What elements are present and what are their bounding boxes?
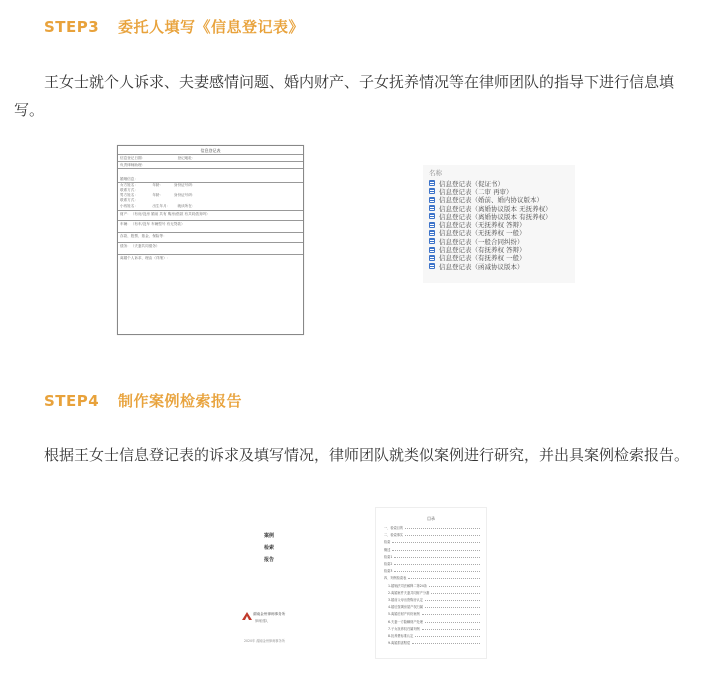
step3-number: STEP3 bbox=[44, 18, 100, 36]
file-item: 信息登记表（一般合同纠纷） bbox=[423, 237, 575, 245]
toc-line: 2.离婚案件夫妻共同财产分割 bbox=[376, 589, 486, 596]
document-icon bbox=[429, 222, 435, 228]
toc-header: 目录 bbox=[427, 516, 435, 521]
step4-title: 制作案例检索报告 bbox=[118, 392, 243, 410]
document-icon bbox=[429, 180, 435, 186]
file-item: 信息登记表（有抚养权 答辩） bbox=[423, 245, 575, 253]
toc-line: 四、判例检索表 bbox=[376, 574, 486, 581]
step3-title: 委托人填写《信息登记表》 bbox=[118, 18, 305, 36]
form-row: 联系方式： bbox=[120, 188, 138, 192]
registration-form-image bbox=[117, 145, 304, 335]
document-icon bbox=[429, 255, 435, 261]
step3-paragraph: 王女士就个人诉求、夫妻感情问题、婚内财产、子女抚养情况等在律师团队的指导下进行信息填写。 bbox=[14, 73, 675, 119]
file-item: 信息登记表（无抚养权 答辩） bbox=[423, 220, 575, 228]
file-item: 信息登记表（促证书） bbox=[423, 179, 575, 187]
toc-line: 概述 bbox=[376, 546, 486, 553]
toc-line: 检索 bbox=[376, 538, 486, 545]
form-row: 女方姓名： 年龄： 身份证号码： bbox=[120, 183, 196, 187]
toc-line: 一、检索目的 bbox=[376, 524, 486, 531]
report-toc-image bbox=[375, 507, 487, 659]
cover-firm: 湖南金州律师事务所 bbox=[253, 612, 286, 616]
form-row: 小孩姓名： 出生年月： 就读所在： bbox=[120, 204, 196, 208]
file-item: 信息登记表（离婚协议版本 无抚养权） bbox=[423, 204, 575, 212]
form-row: 债务：（夫妻共同债务） bbox=[120, 244, 160, 248]
form-row: 联系方式： bbox=[120, 198, 138, 202]
form-row: 财产：（有房/没房 婚前 共有 购房/借款 有共同债务吗） bbox=[120, 212, 210, 216]
document-icon bbox=[429, 263, 435, 269]
file-item: 信息登记表（无抚养权 一般） bbox=[423, 229, 575, 237]
step4-heading bbox=[44, 390, 242, 411]
toc-line: 4.婚后按揭房屋产权归属 bbox=[376, 603, 486, 610]
toc-line: 8.抚养费标准认定 bbox=[376, 632, 486, 639]
toc-lines bbox=[376, 524, 486, 646]
form-row: 存款、股票、基金、保险等： bbox=[120, 234, 167, 238]
report-cover-image bbox=[224, 500, 312, 660]
form-row: 男方姓名： 年龄： 身份证号码： bbox=[120, 193, 196, 197]
document-icon bbox=[429, 247, 435, 253]
form-row: 车辆：（有车/没车 车辆型号 有无贷款） bbox=[120, 222, 185, 226]
file-item: 信息登记表（二审 再审） bbox=[423, 187, 575, 195]
toc-line: 6.夫妻一方隐瞒财产处理 bbox=[376, 617, 486, 624]
cover-firm-sub: 律师团队 bbox=[255, 619, 268, 623]
toc-line: 二、检索事实 bbox=[376, 531, 486, 538]
toc-line: 3.婚前父母出资购房认定 bbox=[376, 596, 486, 603]
form-title: 信息登记表 bbox=[200, 148, 221, 153]
document-icon bbox=[429, 188, 435, 194]
file-list-image bbox=[423, 165, 575, 283]
file-item: 信息登记表（函减协议版本） bbox=[423, 262, 575, 270]
document-icon bbox=[429, 205, 435, 211]
toc-line: 1.婚姻法司法解释二第24条 bbox=[376, 582, 486, 589]
toc-line: 检索1 bbox=[376, 553, 486, 560]
form-row: 信息登记日期： 登记地址： bbox=[120, 156, 196, 160]
toc-line: 检索2 bbox=[376, 560, 486, 567]
form-row: 离婚个人诉求、理由（详细）： bbox=[120, 256, 171, 260]
file-list-header: 名称 bbox=[429, 169, 442, 177]
file-item: 信息登记表（有抚养权 一般） bbox=[423, 254, 575, 262]
toc-line: 5.离婚后财产纠纷案例 bbox=[376, 610, 486, 617]
step4-number: STEP4 bbox=[44, 392, 100, 410]
toc-line: 检索3 bbox=[376, 567, 486, 574]
step4-paragraph: 根据王女士信息登记表的诉求及填写情况，律师团队就类似案例进行研究，并出具案例检索报告。 bbox=[44, 446, 690, 464]
toc-line: 7.子女抚养权归属判例 bbox=[376, 625, 486, 632]
cover-title: 案例检索报告 bbox=[264, 533, 275, 563]
cover-footer: 2020年 湖南金州律师事务所 bbox=[244, 639, 285, 643]
document-icon bbox=[429, 238, 435, 244]
file-item: 信息登记表（离婚协议版本 有抚养权） bbox=[423, 212, 575, 220]
toc-line: 9.离婚损害赔偿 bbox=[376, 639, 486, 646]
form-row: 负责律师助理： bbox=[120, 163, 146, 167]
file-item: 信息登记表（婚前、婚内协议版本） bbox=[423, 196, 575, 204]
document-icon bbox=[429, 213, 435, 219]
firm-logo-icon bbox=[242, 612, 252, 620]
document-icon bbox=[429, 230, 435, 236]
form-row: 婚姻信息： bbox=[120, 177, 138, 181]
step3-heading bbox=[44, 16, 304, 37]
document-icon bbox=[429, 197, 435, 203]
